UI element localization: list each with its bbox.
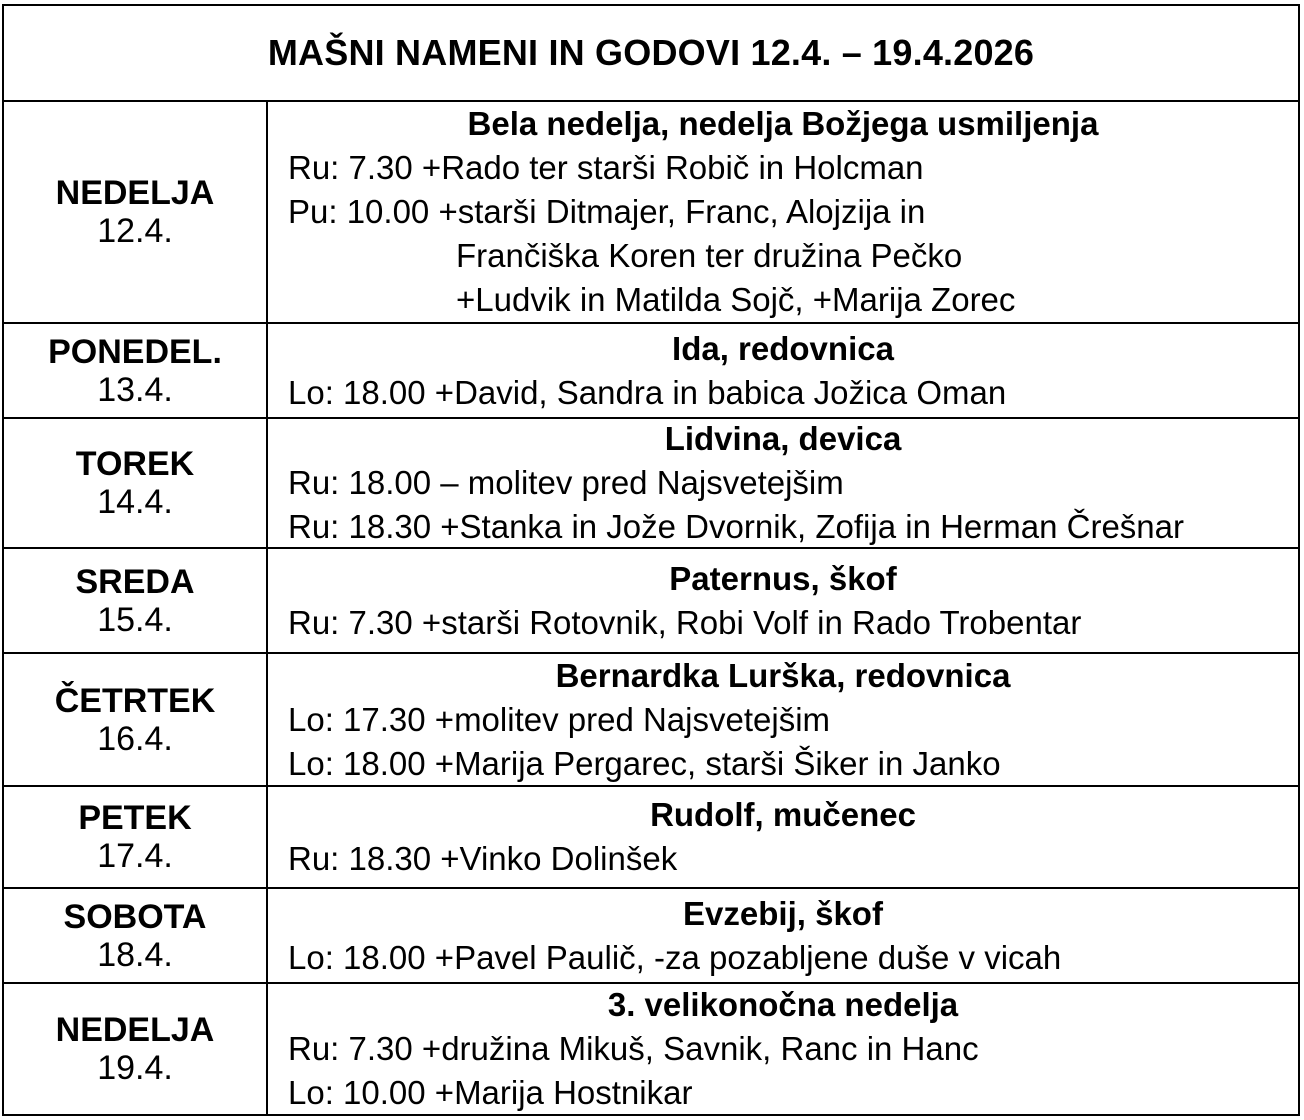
day-cell <box>4 984 268 1114</box>
day-name: SOBOTA <box>63 897 207 936</box>
feast-name: Bernardka Lurška, redovnica <box>555 656 1011 694</box>
day-name: NEDELJA <box>55 1011 215 1049</box>
day-name: ČETRTEK <box>54 681 216 720</box>
table-row <box>4 549 1298 654</box>
intentions-cell <box>268 889 1298 982</box>
mass-intention: Ru: 7.30 +Rado ter starši Robič in Holcman <box>288 149 924 186</box>
day-cell <box>4 654 268 785</box>
day-date: 16.4. <box>97 719 173 758</box>
day-date: 17.4. <box>97 837 173 875</box>
day-name: TOREK <box>75 445 195 483</box>
mass-intention: +Ludvik in Matilda Sojč, +Marija Zorec <box>456 281 1016 318</box>
mass-intention: Ru: 18.00 – molitev pred Najsvetejšim <box>288 464 844 501</box>
day-date: 14.4. <box>97 483 173 521</box>
intentions-cell <box>268 654 1298 785</box>
intentions-cell <box>268 419 1298 547</box>
schedule-rows <box>4 102 1298 1114</box>
day-cell <box>4 549 268 652</box>
mass-intention: Ru: 7.30 +starši Rotovnik, Robi Volf in Rado Trobentar <box>288 603 1082 641</box>
intentions-cell <box>268 549 1298 652</box>
table-row <box>4 984 1298 1114</box>
table-row <box>4 787 1298 889</box>
intentions-cell <box>268 102 1298 322</box>
mass-intention: Lo: 18.00 +Marija Pergarec, starši Šiker in Janko <box>288 744 1001 782</box>
feast-name: Ida, redovnica <box>672 329 894 367</box>
day-cell <box>4 889 268 982</box>
day-date: 12.4. <box>97 212 173 250</box>
mass-intention: Pu: 10.00 +starši Ditmajer, Franc, Alojzija in <box>288 193 926 230</box>
feast-name: Lidvina, devica <box>664 420 902 457</box>
day-date: 19.4. <box>97 1049 173 1087</box>
schedule-table <box>2 4 1300 1116</box>
feast-name: Paternus, škof <box>669 559 897 597</box>
intentions-cell <box>268 324 1298 417</box>
intentions-cell <box>268 787 1298 887</box>
mass-intention: Frančiška Koren ter družina Pečko <box>456 237 963 274</box>
mass-intention: Ru: 7.30 +družina Mikuš, Savnik, Ranc in Hanc <box>288 1030 979 1067</box>
day-name: PONEDEL. <box>48 332 222 371</box>
day-name: NEDELJA <box>55 174 215 212</box>
table-row <box>4 102 1298 324</box>
feast-name: Rudolf, mučenec <box>650 796 916 833</box>
mass-intention: Lo: 18.00 +Pavel Paulič, -za pozabljene duše v vicah <box>288 938 1062 976</box>
table-row <box>4 654 1298 787</box>
day-cell <box>4 102 268 322</box>
feast-name: Bela nedelja, nedelja Božjega usmiljenja <box>467 105 1099 142</box>
page-title: MAŠNI NAMENI IN GODOVI 12.4. – 19.4.2026 <box>4 6 1298 102</box>
day-name: PETEK <box>78 799 192 837</box>
intentions-cell <box>268 984 1298 1114</box>
day-cell <box>4 324 268 417</box>
mass-intention: Ru: 18.30 +Stanka in Jože Dvornik, Zofija in Herman Črešnar <box>288 508 1184 545</box>
table-row <box>4 889 1298 984</box>
mass-intention: Lo: 10.00 +Marija Hostnikar <box>288 1074 693 1111</box>
feast-name: 3. velikonočna nedelja <box>607 986 959 1023</box>
day-date: 18.4. <box>97 935 173 974</box>
table-row <box>4 324 1298 419</box>
day-cell <box>4 419 268 547</box>
mass-intention: Lo: 17.30 +molitev pred Najsvetejšim <box>288 700 831 738</box>
mass-intention: Lo: 18.00 +David, Sandra in babica Jožica Oman <box>288 373 1007 411</box>
day-date: 15.4. <box>97 600 173 639</box>
mass-intention: Ru: 18.30 +Vinko Dolinšek <box>288 840 678 877</box>
day-date: 13.4. <box>97 370 173 409</box>
day-cell <box>4 787 268 887</box>
table-row <box>4 419 1298 549</box>
feast-name: Evzebij, škof <box>683 894 883 932</box>
day-name: SREDA <box>75 562 195 601</box>
